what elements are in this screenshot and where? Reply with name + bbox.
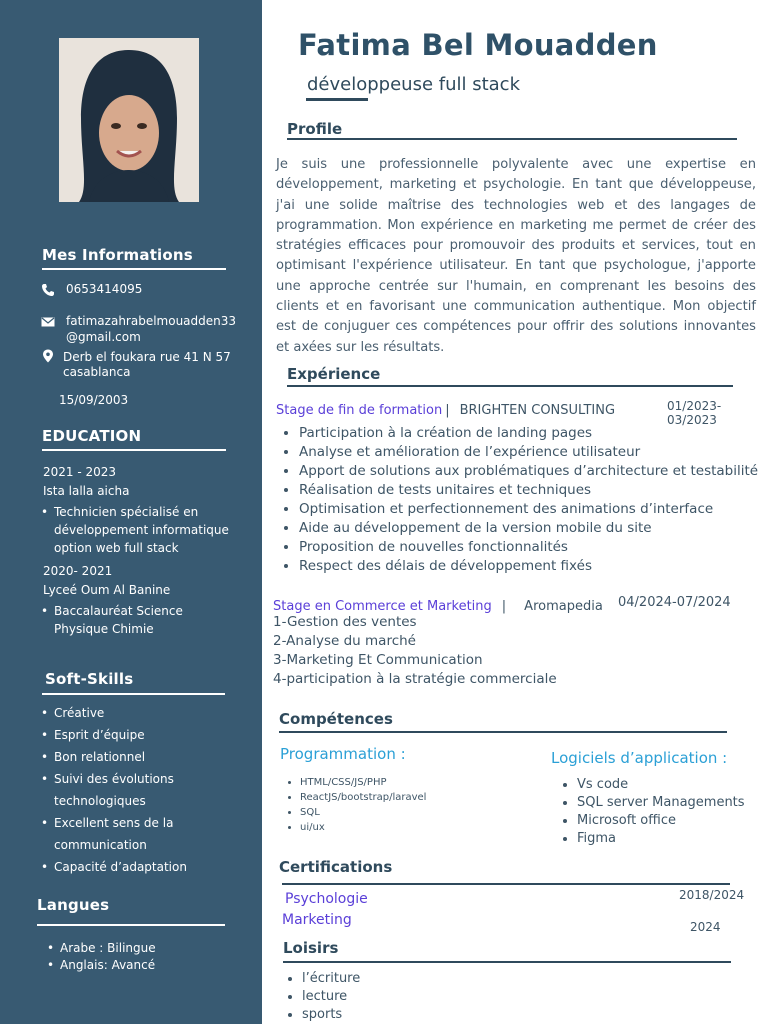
exp2-line: 2-Analyse du marché — [273, 633, 416, 649]
profile-divider — [287, 138, 737, 140]
exp1-item: • Respect des délais de développement fixés — [299, 557, 768, 576]
language-item: • Arabe : Bilingue — [47, 941, 156, 955]
certifications-divider — [282, 883, 730, 885]
edu2-item: Physique Chimie — [54, 622, 154, 636]
softskills-heading: Soft-Skills — [45, 670, 134, 688]
skills-divider — [279, 731, 727, 733]
exp1-list — [299, 424, 768, 576]
address-line-1: Derb el foukara rue 41 N 57 — [63, 350, 231, 364]
info-divider — [42, 268, 226, 270]
exp1-header — [276, 399, 615, 418]
softskill-item: • Esprit d’équipe — [41, 728, 145, 742]
experience-divider — [287, 385, 733, 387]
email-line-2: @gmail.com — [66, 330, 141, 344]
edu1-school: Ista lalla aicha — [43, 484, 130, 498]
exp1-item: • Analyse et amélioration de l’expérience utilisateur — [299, 443, 768, 462]
phone-number: 0653414095 — [66, 282, 143, 296]
certifications-heading: Certifications — [279, 858, 393, 876]
software-item: • Figma — [577, 830, 767, 848]
phone-icon — [41, 282, 55, 301]
language-item: • Anglais: Avancé — [47, 958, 156, 972]
education-divider — [42, 449, 226, 451]
edu2-list — [41, 602, 234, 638]
profile-heading: Profile — [287, 120, 343, 138]
profile-text: Je suis une professionnelle polyvalente avec une expertise en développement, marketing et psychologie. En tant que développeuse, j'ai une solide maîtrise des technologies web et des langages de programmation. Mon expérience en marketing me permet de créer des stratégies efficaces pour promouvoir des produits et services, tout en optimisant l'expérience utilisateur. En tant que psychologue, j'apporte une approche centrée sur l'humain, en comprenant les besoins des clients et en favorisant une communication authentique. Mon objectif est de conjuguer ces compétences pour offrir des solutions innovantes et axées sur les résultats. — [276, 157, 756, 355]
programming-item: • SQL — [300, 805, 500, 820]
exp2-line: 1-Gestion des ventes — [273, 614, 417, 630]
profile-photo — [59, 38, 199, 202]
leisure-divider — [283, 961, 731, 963]
exp1-item: • Aide au développement de la version mobile du site — [299, 519, 768, 538]
exp2-title: Stage en Commerce et Marketing — [273, 599, 492, 614]
experience-heading: Expérience — [287, 365, 381, 383]
edu1-years: 2021 - 2023 — [43, 465, 117, 479]
certification-marketing-date: 2024 — [690, 920, 721, 934]
skills-heading: Compétences — [279, 710, 393, 728]
programming-item: • HTML/CSS/JS/PHP — [300, 775, 500, 790]
exp1-item: • Optimisation et perfectionnement des animations d’interface — [299, 500, 768, 519]
softskill-item: technologiques — [54, 794, 146, 808]
role-underline — [306, 98, 368, 101]
education-heading: EDUCATION — [42, 427, 142, 445]
person-name: Fatima Bel Mouadden — [298, 28, 658, 62]
softskills-list — [41, 702, 234, 878]
exp1-company: BRIGHTEN CONSULTING — [459, 403, 616, 418]
softskill-item: • Suivi des évolutions — [41, 772, 174, 786]
softskill-item: • Créative — [41, 706, 105, 720]
programming-item: • ReactJS/bootstrap/laravel — [300, 790, 500, 805]
languages-list — [47, 940, 240, 974]
software-list — [577, 776, 767, 848]
softskill-item: • Capacité d’adaptation — [41, 860, 187, 874]
edu1-item: développement informatique — [54, 523, 229, 537]
leisure-item: • lecture — [302, 988, 502, 1006]
software-heading: Logiciels d’application : — [551, 749, 728, 767]
softskill-item: • Excellent sens de la — [41, 816, 174, 830]
exp2-line: 4-participation à la stratégie commerciale — [273, 671, 557, 687]
birthdate: 15/09/2003 — [59, 393, 129, 407]
software-item: • Vs code — [577, 776, 767, 794]
softskills-divider — [42, 693, 225, 695]
exp2-dates: 04/2024-07/2024 — [618, 595, 731, 610]
sidebar — [0, 0, 262, 1024]
edu1-item: • Technicien spécialisé en — [41, 505, 199, 519]
software-item: • SQL server Managements — [577, 794, 767, 812]
exp1-item: • Apport de solutions aux problématiques d’architecture et testabilité — [299, 462, 768, 481]
exp1-item: • Participation à la création de landing pages — [299, 424, 768, 443]
exp2-separator: | — [501, 599, 507, 614]
edu1-list — [41, 503, 234, 557]
programming-list — [300, 775, 500, 835]
main-content — [262, 0, 768, 1024]
leisure-heading: Loisirs — [283, 939, 339, 957]
exp1-dates: 01/2023-03/2023 — [667, 399, 722, 427]
exp1-separator: | — [445, 403, 450, 418]
email-icon — [41, 314, 55, 333]
exp1-title: Stage de fin de formation — [276, 403, 443, 418]
exp2-lines — [273, 613, 557, 689]
certification-psychologie: Psychologie — [285, 891, 368, 907]
leisure-item: • sports — [302, 1006, 502, 1024]
exp1-item: • Proposition de nouvelles fonctionnalités — [299, 538, 768, 557]
languages-heading: Langues — [37, 896, 110, 914]
software-item: • Microsoft office — [577, 812, 767, 830]
exp2-header — [273, 595, 603, 614]
edu2-item: • Baccalauréat Science — [41, 604, 183, 618]
softskill-item: communication — [54, 838, 147, 852]
exp2-company: Aromapedia — [524, 599, 603, 614]
programming-heading: Programmation : — [280, 745, 406, 763]
email-line-1: fatimazahrabelmouadden33 — [66, 314, 237, 328]
certification-psychologie-date: 2018/2024 — [679, 888, 745, 902]
softskill-item: • Bon relationnel — [41, 750, 146, 764]
info-heading: Mes Informations — [42, 246, 193, 264]
programming-item: • ui/ux — [300, 820, 500, 835]
leisure-item: • l’écriture — [302, 970, 502, 988]
certification-marketing: Marketing — [282, 912, 352, 928]
edu2-school: Lyceé Oum Al Banine — [43, 583, 171, 597]
exp1-item: • Réalisation de tests unitaires et techniques — [299, 481, 768, 500]
location-icon — [41, 348, 55, 367]
languages-divider — [37, 924, 225, 926]
edu2-years: 2020- 2021 — [43, 564, 113, 578]
edu1-item: option web full stack — [54, 541, 179, 555]
address-line-2: casablanca — [63, 365, 131, 379]
exp2-line: 3-Marketing Et Communication — [273, 652, 483, 668]
person-role: développeuse full stack — [307, 74, 521, 95]
leisure-list — [302, 970, 502, 1024]
